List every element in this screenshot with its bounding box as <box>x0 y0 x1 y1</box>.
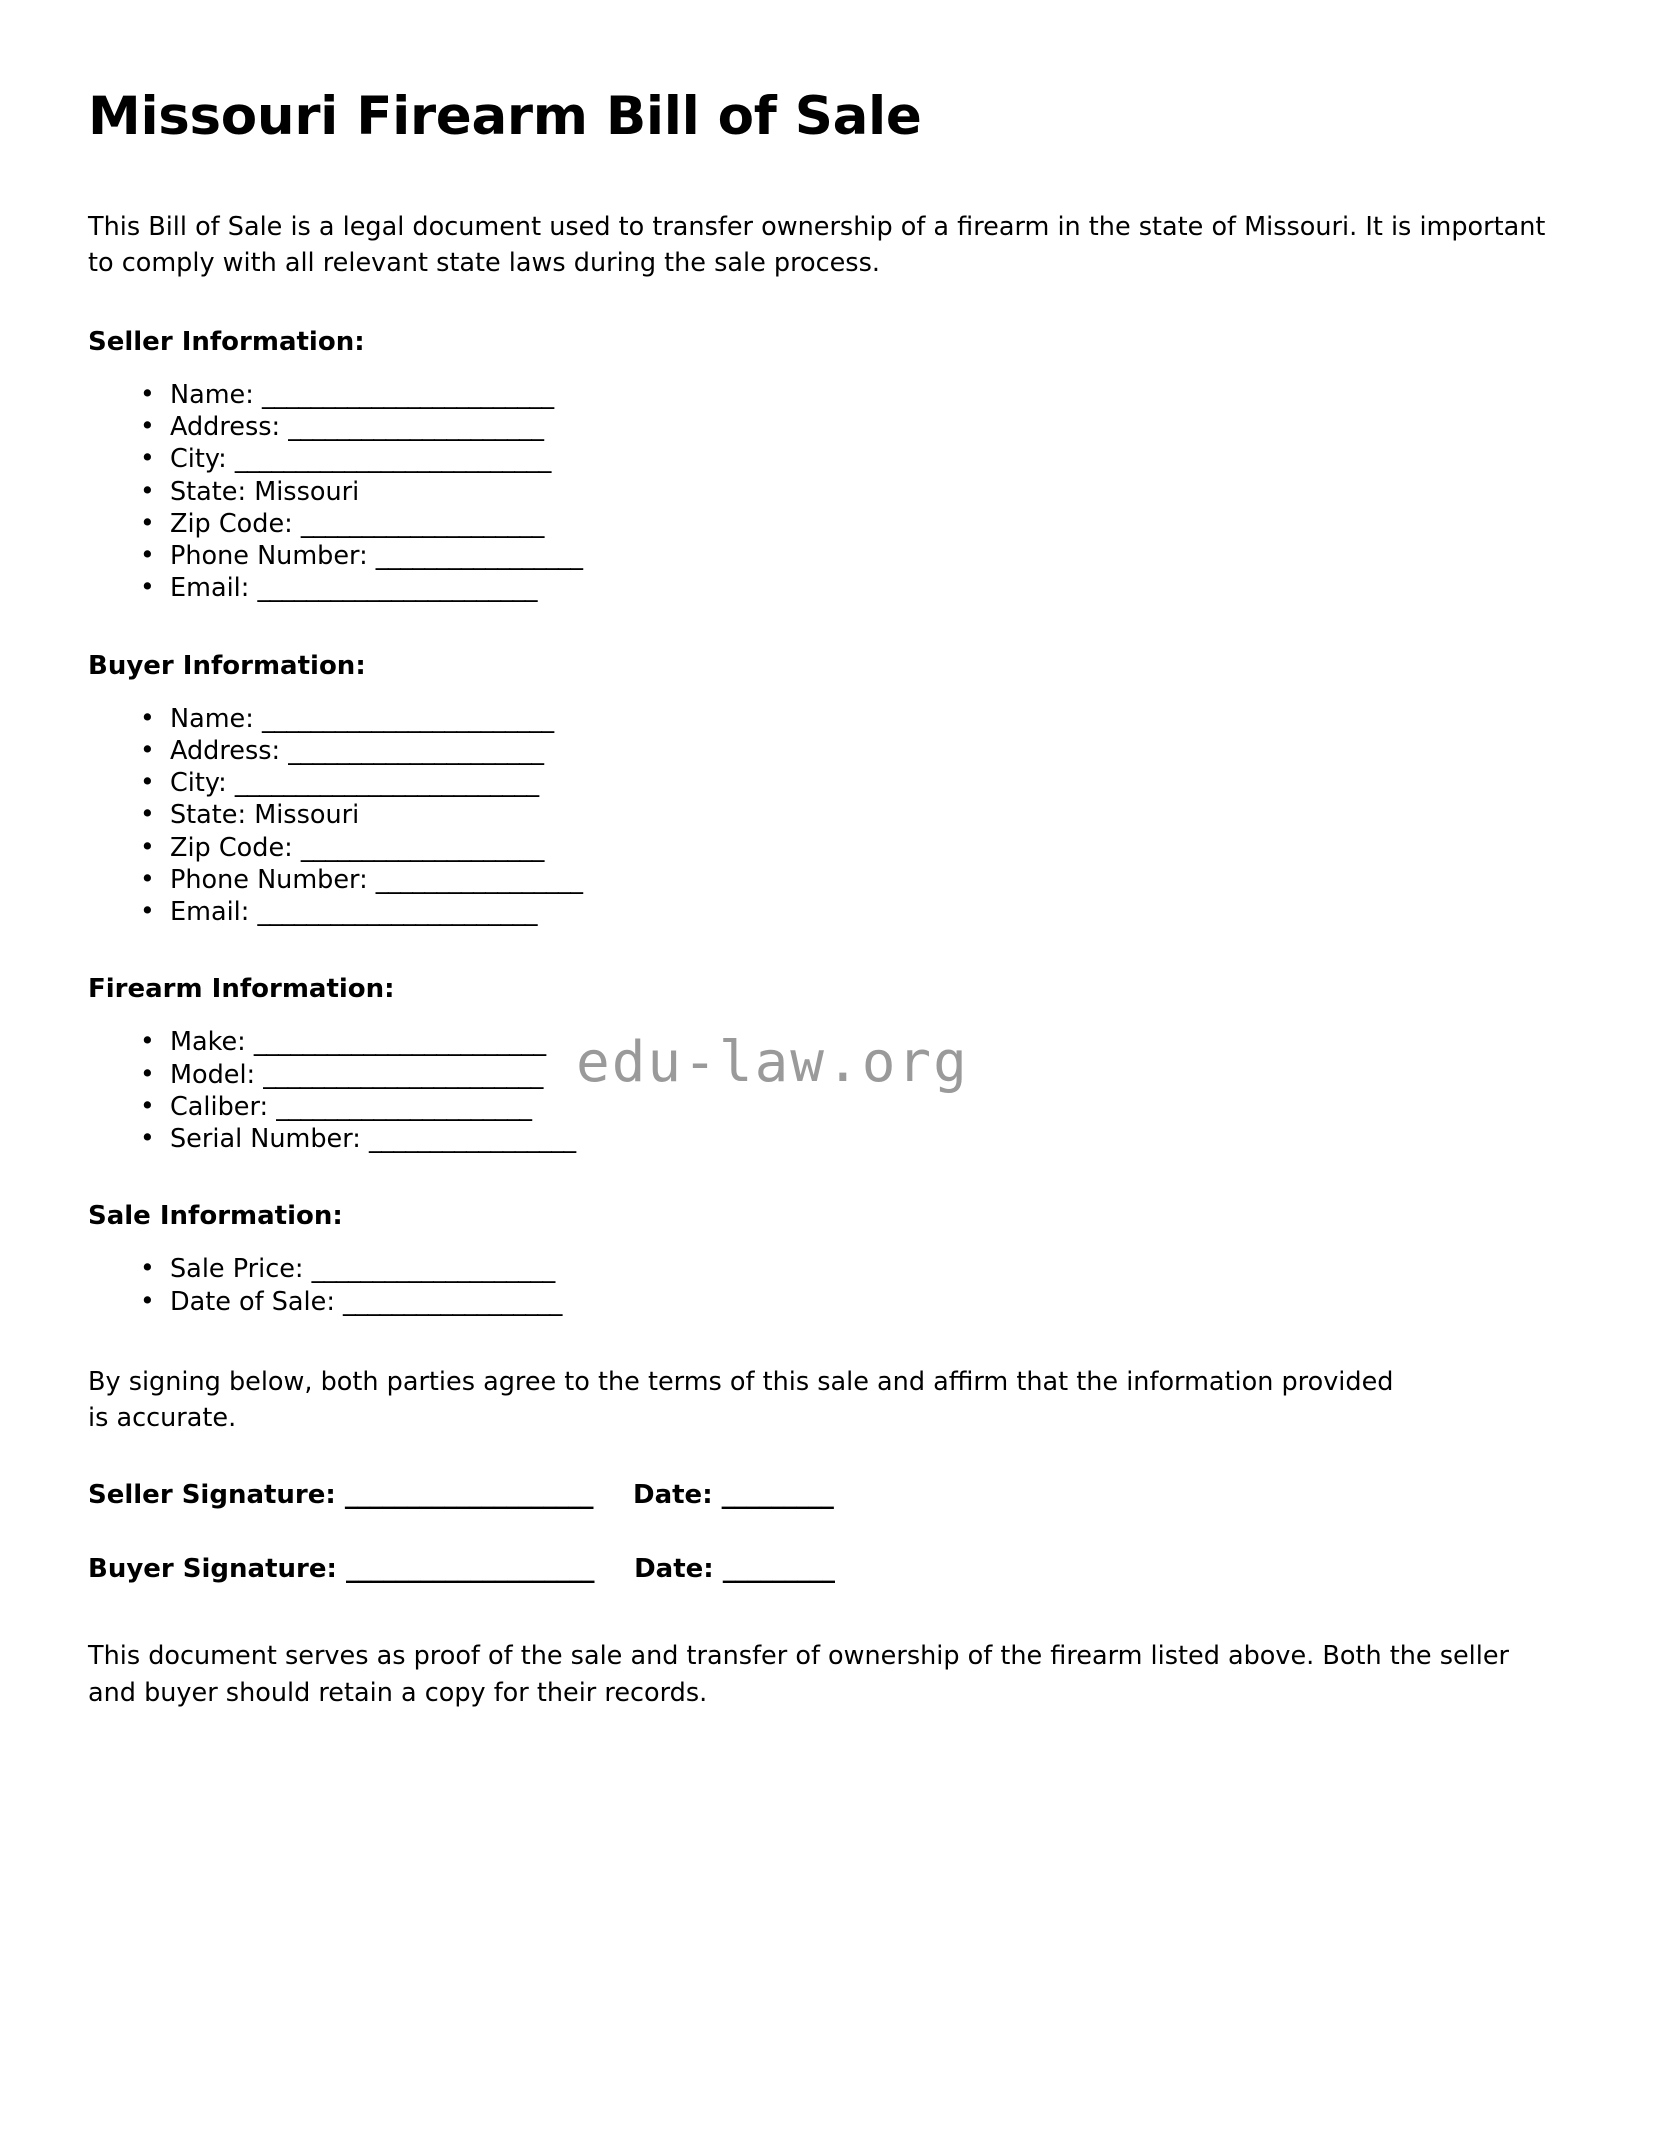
field-value[interactable]: _____________________ <box>276 1091 532 1122</box>
agreement-paragraph: By signing below, both parties agree to the terms of this sale and affirm that the information provided is accurate. <box>88 1366 1394 1434</box>
list-item <box>136 832 1574 864</box>
firearm-information-heading: Firearm Information: <box>88 974 395 1005</box>
list-item <box>136 476 1574 508</box>
field-value[interactable]: _________________ <box>368 1124 576 1155</box>
list-item <box>136 1091 1574 1123</box>
field-value[interactable]: _________________ <box>375 864 583 895</box>
field-label: Sale Price: <box>170 1254 304 1285</box>
field-label: Email: <box>170 573 250 604</box>
field-label: City: <box>170 768 227 799</box>
field-label: Address: <box>170 412 281 443</box>
sale-information-heading: Sale Information: <box>88 1201 343 1232</box>
page-title: Missouri Firearm Bill of Sale <box>88 86 922 147</box>
closing-paragraph: This document serves as proof of the sale and transfer of ownership of the firearm listed above. Both the seller and buyer should retain a copy for their records. <box>88 1641 1510 1708</box>
seller-date-field[interactable]: _________ <box>721 1480 834 1511</box>
list-item <box>136 1286 1574 1318</box>
field-value: Missouri <box>254 476 360 507</box>
field-value[interactable]: _________________ <box>375 541 583 572</box>
field-label: Phone Number: <box>170 541 368 572</box>
field-value[interactable]: ________________________ <box>261 379 554 410</box>
seller-date-label: Date: <box>633 1480 713 1511</box>
seller-signature-row <box>88 1480 1574 1510</box>
buyer-date-field[interactable]: _________ <box>722 1554 835 1585</box>
field-label: Zip Code: <box>170 832 293 863</box>
list-item <box>136 735 1574 767</box>
field-value[interactable]: _____________________ <box>288 412 544 443</box>
field-label: Address: <box>170 735 281 766</box>
list-item <box>136 572 1574 604</box>
field-value[interactable]: __________________ <box>343 1286 562 1317</box>
field-value[interactable]: ________________________ <box>253 1027 546 1058</box>
firearm-field-list <box>88 1026 1574 1155</box>
list-item <box>136 379 1574 411</box>
field-value[interactable]: _______________________ <box>257 573 537 604</box>
field-label: State: <box>170 800 247 831</box>
field-label: Serial Number: <box>170 1124 361 1155</box>
list-item <box>136 703 1574 735</box>
list-item <box>136 1026 1574 1058</box>
field-value[interactable]: ____________________ <box>300 508 544 539</box>
field-value[interactable]: __________________________ <box>234 444 551 475</box>
field-label: Email: <box>170 897 250 928</box>
buyer-date-label: Date: <box>634 1554 714 1585</box>
list-item <box>136 1123 1574 1155</box>
field-label: Zip Code: <box>170 508 293 539</box>
seller-signature-field[interactable]: ____________________ <box>344 1480 593 1511</box>
field-label: State: <box>170 476 247 507</box>
field-label: Name: <box>170 379 254 410</box>
field-value: Missouri <box>254 800 360 831</box>
list-item <box>136 864 1574 896</box>
seller-field-list <box>88 379 1574 605</box>
buyer-information-heading: Buyer Information: <box>88 650 366 681</box>
list-item <box>136 767 1574 799</box>
intro-paragraph: This Bill of Sale is a legal document used to transfer ownership of a firearm in the state of Missouri. It is important to comply with all relevant state laws during the sale process. <box>88 211 1546 278</box>
field-label: Date of Sale: <box>170 1286 335 1317</box>
field-label: Model: <box>170 1059 256 1090</box>
field-value[interactable]: _______________________ <box>263 1059 543 1090</box>
field-value[interactable]: ________________________ <box>261 703 554 734</box>
field-label: Make: <box>170 1027 246 1058</box>
field-label: City: <box>170 444 227 475</box>
buyer-field-list <box>88 703 1574 929</box>
buyer-signature-row <box>88 1554 1574 1584</box>
field-value[interactable]: _______________________ <box>257 897 537 928</box>
seller-signature-label: Seller Signature: <box>88 1480 336 1511</box>
sale-field-list <box>88 1253 1574 1318</box>
field-label: Name: <box>170 703 254 734</box>
buyer-signature-label: Buyer Signature: <box>88 1554 337 1585</box>
field-value[interactable]: _________________________ <box>234 768 539 799</box>
field-label: Phone Number: <box>170 864 368 895</box>
list-item <box>136 508 1574 540</box>
list-item <box>136 896 1574 928</box>
field-value[interactable]: ____________________ <box>311 1254 555 1285</box>
list-item <box>136 1059 1574 1091</box>
list-item <box>136 1253 1574 1285</box>
list-item <box>136 411 1574 443</box>
seller-information-heading: Seller Information: <box>88 326 365 357</box>
list-item <box>136 443 1574 475</box>
site-watermark: edu-law.org <box>576 1030 969 1095</box>
field-value[interactable]: _____________________ <box>288 735 544 766</box>
list-item <box>136 799 1574 831</box>
field-value[interactable]: ____________________ <box>300 832 544 863</box>
list-item <box>136 540 1574 572</box>
field-label: Caliber: <box>170 1091 269 1122</box>
buyer-signature-field[interactable]: ____________________ <box>345 1554 594 1585</box>
